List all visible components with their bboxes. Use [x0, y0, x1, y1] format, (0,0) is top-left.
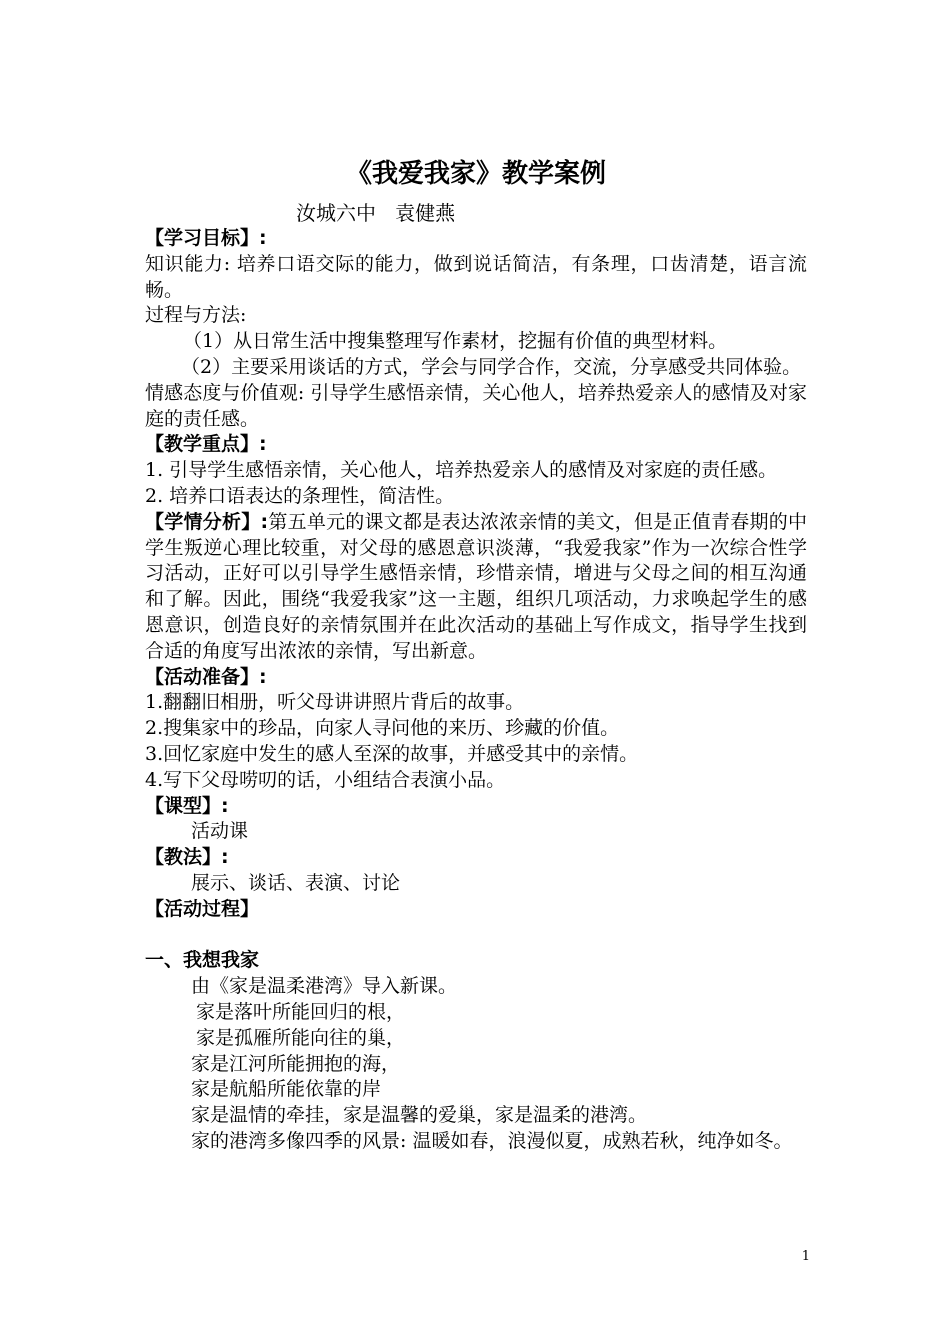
section-heading-preparation: 【活动准备】:: [145, 665, 267, 688]
section-heading-key-points: 【教学重点】:: [145, 433, 267, 456]
document-title: 《我爱我家》教学案例: [345, 159, 606, 189]
section-heading-analysis: 【学情分析】:: [145, 510, 269, 533]
key-point-1: 1. 引导学生感悟亲情，关心他人，培养热爱亲人的感情及对家庭的责任感。: [145, 459, 778, 482]
method-value: 展示、谈话、表演、讨论: [191, 871, 401, 894]
lesson-type-value: 活动课: [191, 820, 249, 843]
analysis-text: 第五单元的课文都是表达浓浓亲情的美文，但是正值青春期的中学生叛逆心理比较重，对父母的感恩意识淡薄，“我爱我家”作为一次综合性学习活动，正好可以引导学生感悟亲情，珍惜亲情，增进与父母之间的相互沟通和了解。因此，围绕“我爱我家”这一主题，组织几项活动，力求唤起学生的感恩意识，创造良好的亲情氛围并在此次活动的基础上写作成文，指导学生找到合适的角度写出浓浓的亲情，写出新意。: [145, 510, 807, 662]
section-heading-process: 【活动过程】: [145, 897, 260, 920]
analysis-paragraph: [145, 510, 807, 665]
preparation-item-4: 4.写下父母唠叨的话，小组结合表演小品。: [145, 768, 506, 791]
part-one-heading: 一、我想我家: [145, 949, 260, 972]
preparation-item-1: 1.翻翻旧相册，听父母讲讲照片背后的故事。: [145, 691, 525, 714]
document-body: [145, 226, 807, 1155]
goal-knowledge: 知识能力: 培养口语交际的能力，做到说话简洁，有条理，口齿清楚，语言流畅。: [145, 252, 807, 301]
poem-line-2: 家是孤雁所能向往的巢，: [196, 1026, 406, 1049]
author-line: 汝城六中 袁健燕: [296, 201, 456, 225]
poem-line-4: 家是航船所能依靠的岸: [191, 1078, 382, 1101]
section-heading-lesson-type: 【课型】:: [145, 794, 229, 817]
goal-process-label: 过程与方法:: [145, 304, 247, 327]
poem-line-3: 家是江河所能拥抱的海，: [191, 1052, 401, 1075]
preparation-item-3: 3.回忆家庭中发生的感人至深的故事，并感受其中的亲情。: [145, 742, 639, 765]
part-one-intro: 由《家是温柔港湾》导入新课。: [191, 975, 458, 998]
poem-line-5: 家是温情的牵挂，家是温馨的爱巢，家是温柔的港湾。: [191, 1104, 648, 1127]
key-point-2: 2. 培养口语表达的条理性，简洁性。: [145, 484, 455, 507]
blank-line: [145, 923, 807, 949]
page-number: 1: [801, 1249, 810, 1264]
section-heading-method: 【教法】:: [145, 846, 229, 869]
goal-process-1: （1）从日常生活中搜集整理写作素材，挖掘有价值的典型材料。: [183, 330, 728, 353]
section-heading-goals: 【学习目标】:: [145, 227, 267, 249]
poem-line-1: 家是落叶所能回归的根，: [196, 1000, 406, 1023]
goal-process-2: [145, 355, 807, 381]
poem-line-6: 家的港湾多像四季的风景: 温暖如春，浪漫似夏，成熟若秋，纯净如冬。: [191, 1129, 793, 1152]
preparation-item-2: 2.搜集家中的珍品，向家人寻问他的来历、珍藏的价值。: [145, 717, 620, 740]
goal-process-2-text: （2）主要采用谈话的方式，学会与同学合作，交流，分享感受共同体验。: [181, 355, 802, 378]
goal-emotion: 情感态度与价值观: 引导学生感悟亲情，关心他人，培养热爱亲人的感情及对家庭的责任感。: [145, 381, 807, 430]
